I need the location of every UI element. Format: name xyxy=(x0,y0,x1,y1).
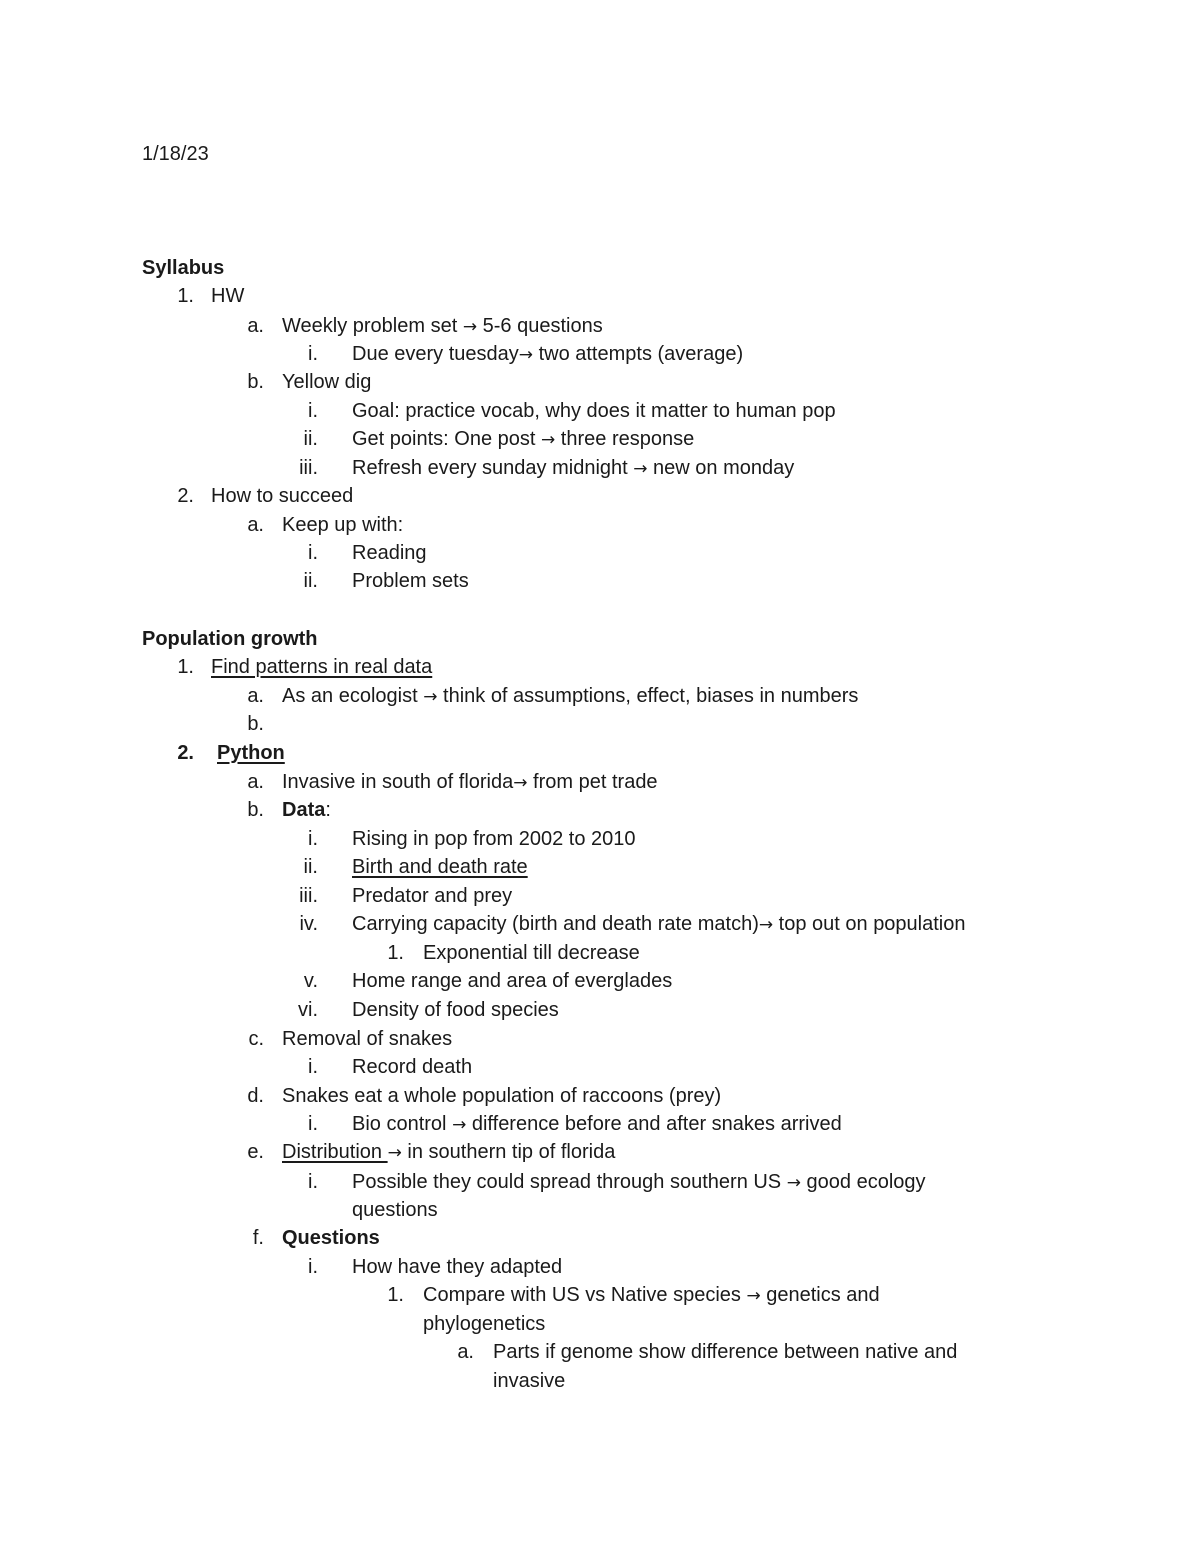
list-marker: v. xyxy=(303,970,318,992)
list-item: HW xyxy=(211,285,245,307)
list-item: How have they adapted xyxy=(352,1256,563,1278)
list-marker: ii. xyxy=(303,856,318,878)
list-item: Questions xyxy=(282,1227,380,1249)
list-item-continuation: questions xyxy=(352,1199,438,1221)
list-marker: d. xyxy=(247,1085,264,1107)
list-marker: 1. xyxy=(177,285,194,307)
list-item: Due every tuesday→ two attempts (average) xyxy=(352,343,744,365)
list-marker: c. xyxy=(248,1028,264,1050)
list-item-continuation: phylogenetics xyxy=(423,1313,546,1335)
list-item: Density of food species xyxy=(352,999,559,1021)
list-item: Birth and death rate xyxy=(352,856,528,878)
list-item: Reading xyxy=(352,542,427,564)
arrow-icon: → xyxy=(452,1115,467,1135)
arrow-icon: → xyxy=(633,459,648,479)
list-marker: iii. xyxy=(299,885,318,907)
list-marker: f. xyxy=(252,1227,264,1249)
arrow-icon: → xyxy=(786,1173,801,1193)
list-marker: i. xyxy=(308,400,318,422)
list-item: Removal of snakes xyxy=(282,1028,453,1050)
list-item: How to succeed xyxy=(211,485,354,507)
list-item: Distribution → in southern tip of florida xyxy=(282,1141,616,1163)
arrow-icon: → xyxy=(423,687,438,707)
list-item: Yellow dig xyxy=(282,371,372,393)
list-item-continuation: invasive xyxy=(493,1370,566,1392)
list-item: Goal: practice vocab, why does it matter to human pop xyxy=(352,400,836,422)
list-item: Predator and prey xyxy=(352,885,513,907)
list-item: Compare with US vs Native species → genetics and xyxy=(423,1284,880,1306)
list-item: Get points: One post → three response xyxy=(352,428,695,450)
list-item: Weekly problem set → 5-6 questions xyxy=(282,315,603,337)
section-heading-population-growth: Population growth xyxy=(142,628,318,650)
list-marker: e. xyxy=(247,1141,264,1163)
list-marker: i. xyxy=(308,542,318,564)
list-item: Parts if genome show difference between native and xyxy=(493,1341,958,1363)
list-marker: iii. xyxy=(299,457,318,479)
list-marker: iv. xyxy=(299,913,318,935)
list-item: Record death xyxy=(352,1056,473,1078)
section-heading-syllabus: Syllabus xyxy=(142,257,225,279)
list-item: Python xyxy=(217,742,285,764)
list-marker: i. xyxy=(308,1256,318,1278)
arrow-icon: → xyxy=(518,345,534,365)
list-item: Refresh every sunday midnight → new on monday xyxy=(352,457,795,479)
arrow-icon: → xyxy=(462,317,478,337)
list-marker: 2. xyxy=(177,742,194,764)
list-marker: a. xyxy=(247,685,264,707)
list-item: Carrying capacity (birth and death rate match)→ top out on population xyxy=(352,913,966,935)
list-marker: 2. xyxy=(177,485,194,507)
list-item: Find patterns in real data xyxy=(211,656,433,678)
list-item: Snakes eat a whole population of raccoons (prey) xyxy=(282,1085,722,1107)
list-marker: a. xyxy=(247,771,264,793)
list-marker: vi. xyxy=(298,999,318,1021)
list-marker: b. xyxy=(247,371,264,393)
list-marker: i. xyxy=(308,1056,318,1078)
list-marker: a. xyxy=(247,514,264,536)
list-marker: 1. xyxy=(387,1284,404,1306)
note-date: 1/18/23 xyxy=(142,143,209,165)
list-item: Bio control → difference before and after snakes arrived xyxy=(352,1113,842,1135)
list-marker: b. xyxy=(247,713,264,735)
list-marker: 1. xyxy=(387,942,404,964)
arrow-icon: → xyxy=(541,430,556,450)
arrow-icon: → xyxy=(513,773,528,793)
list-item: Rising in pop from 2002 to 2010 xyxy=(352,828,636,850)
arrow-icon: → xyxy=(387,1143,402,1163)
list-marker: 1. xyxy=(177,656,194,678)
list-item: Possible they could spread through southern US → good ecology xyxy=(352,1171,926,1193)
list-marker: i. xyxy=(308,1171,318,1193)
list-item: Home range and area of everglades xyxy=(352,970,673,992)
list-marker: ii. xyxy=(303,570,318,592)
list-marker: a. xyxy=(247,315,264,337)
list-item: Exponential till decrease xyxy=(423,942,640,964)
list-marker: i. xyxy=(308,1113,318,1135)
arrow-icon: → xyxy=(758,915,774,935)
list-marker: b. xyxy=(247,799,264,821)
list-item: Keep up with: xyxy=(282,514,404,536)
list-item: As an ecologist → think of assumptions, effect, biases in numbers xyxy=(282,685,859,707)
list-marker: i. xyxy=(308,828,318,850)
list-marker: a. xyxy=(457,1341,474,1363)
list-item: Invasive in south of florida→ from pet trade xyxy=(282,771,658,793)
list-marker: ii. xyxy=(303,428,318,450)
list-item: Problem sets xyxy=(352,570,469,592)
arrow-icon: → xyxy=(746,1286,761,1306)
list-item: Data: xyxy=(282,799,331,821)
list-marker: i. xyxy=(308,343,318,365)
